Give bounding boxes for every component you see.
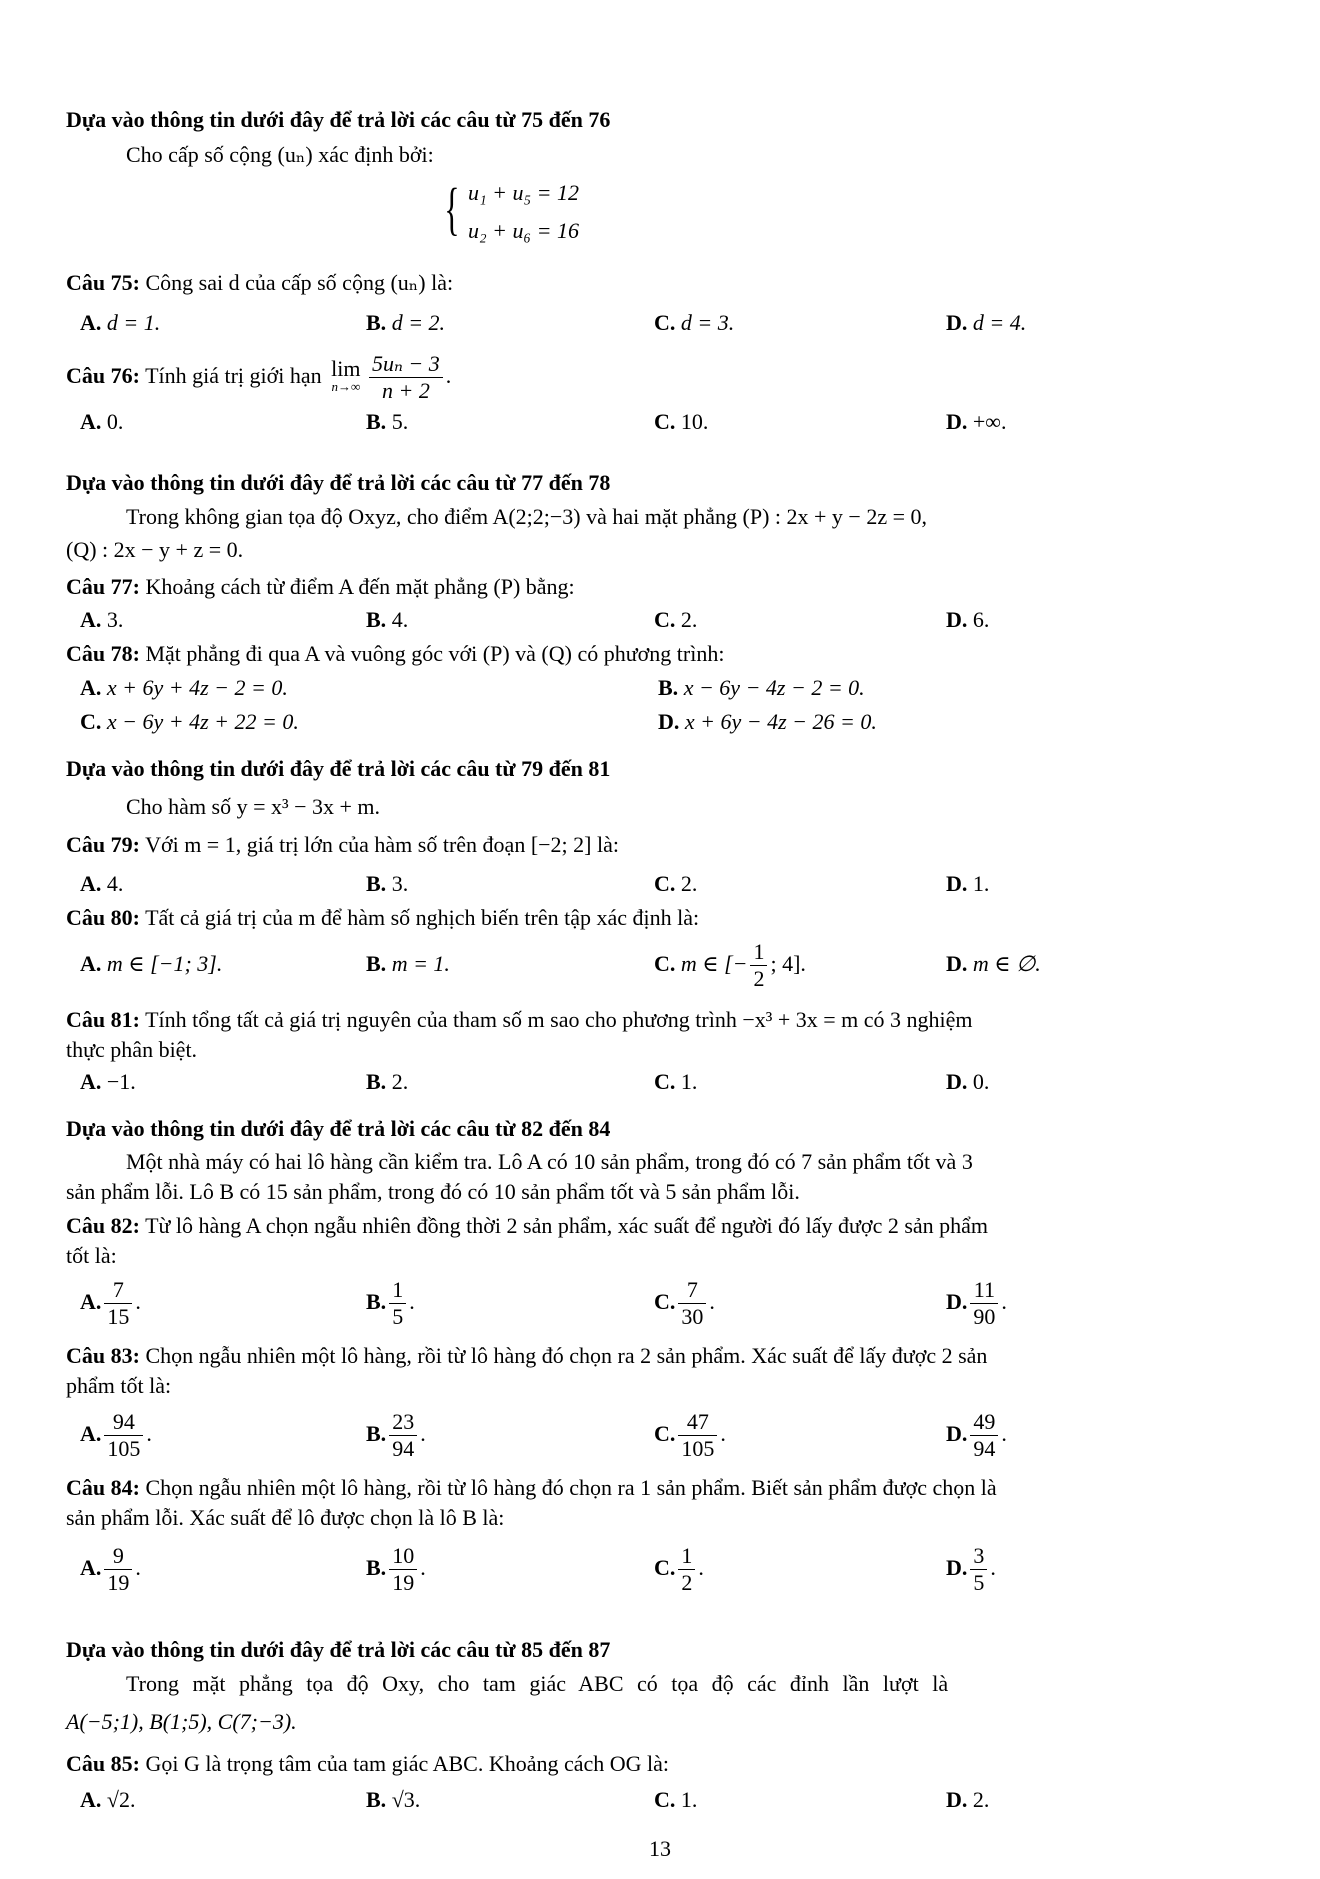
equation-system [446, 176, 626, 248]
question-label: Câu 84: [66, 1475, 140, 1500]
question-label: Câu 85: [66, 1751, 140, 1776]
option-fraction [678, 1277, 706, 1330]
option-label: D. [946, 310, 968, 335]
fraction-numerator: 3 [970, 1543, 987, 1570]
option-c[interactable] [654, 309, 734, 337]
option-b[interactable] [366, 408, 408, 436]
context-text: Trong không gian tọa độ Oxyz, cho điểm A(2;2;−3) và hai mặt phẳng (P) : 2x + y − 2z = 0, [126, 504, 927, 529]
context-text: Một nhà máy có hai lô hàng cần kiểm tra. Lô A có 10 sản phẩm, trong đó có 7 sản phẩm tốt và 3 [126, 1149, 973, 1174]
context-text: A(−5;1), B(1;5), C(7;−3). [66, 1709, 297, 1734]
option-fraction [678, 1409, 717, 1462]
option-label: A. [80, 607, 102, 632]
option-label: A. [80, 675, 102, 700]
section-header: Dựa vào thông tin dưới đây để trả lời các câu từ 79 đến 81 [66, 756, 611, 781]
option-text: +∞. [972, 409, 1007, 434]
option-d[interactable] [946, 1068, 989, 1096]
option-text: d = 4. [972, 310, 1027, 335]
option-label: D. [946, 1421, 968, 1446]
option-label: A. [80, 1421, 102, 1446]
fraction-numerator: 9 [104, 1543, 132, 1570]
option-b[interactable] [366, 309, 445, 337]
question-75 [66, 269, 453, 297]
option-label: A. [80, 1289, 102, 1314]
option-label: D. [946, 1289, 968, 1314]
question-label: Câu 81: [66, 1007, 140, 1032]
option-text: √3. [391, 1787, 421, 1812]
fraction-denominator: 94 [973, 1436, 996, 1462]
option-label: C. [654, 607, 676, 632]
option-text: ; 4]. [770, 951, 806, 976]
option-fraction [389, 1277, 406, 1330]
option-label: D. [946, 1787, 968, 1812]
option-label: B. [658, 675, 679, 700]
option-a[interactable]: A. $\frac{7}{15}$ . [80, 1277, 141, 1330]
fraction-numerator: 7 [678, 1277, 706, 1304]
option-c[interactable] [654, 934, 806, 994]
option-c[interactable] [654, 606, 697, 634]
option-b[interactable]: B. $\frac{23}{94}$ . [366, 1409, 426, 1462]
question-79 [66, 831, 619, 859]
option-label: C. [654, 951, 676, 976]
fraction-numerator: 49 [970, 1409, 998, 1436]
fraction-denominator: 5 [973, 1570, 985, 1596]
option-text: 10. [680, 409, 709, 434]
option-text: x − 6y + 4z + 22 = 0. [106, 709, 299, 734]
fraction-denominator: 5 [392, 1304, 404, 1330]
option-a[interactable] [80, 870, 123, 898]
option-label: C. [654, 1069, 676, 1094]
question-label: Câu 76: [66, 363, 140, 388]
fraction-denominator: 105 [107, 1436, 141, 1462]
option-text: m ∈ ∅. [972, 951, 1041, 976]
option-fraction [104, 1543, 132, 1596]
question-text: Chọn ngẫu nhiên một lô hàng, rồi từ lô hàng đó chọn ra 2 sản phẩm. Xác suất để lấy được 2 sản [145, 1343, 988, 1368]
option-label: C. [654, 310, 676, 335]
option-text: 2. [680, 607, 698, 632]
option-text: x − 6y − 4z − 2 = 0. [683, 675, 865, 700]
option-label: B. [366, 310, 387, 335]
option-d[interactable]: D. $\frac{11}{90}$ . [946, 1277, 1007, 1330]
option-a[interactable] [80, 674, 288, 702]
option-b[interactable] [366, 1786, 420, 1814]
question-label: Câu 75: [66, 270, 140, 295]
option-fraction [970, 1409, 998, 1462]
question-label: Câu 83: [66, 1343, 140, 1368]
fraction-numerator: 94 [104, 1409, 143, 1436]
option-label: A. [80, 310, 102, 335]
option-text: √2. [106, 1787, 136, 1812]
option-b[interactable] [366, 950, 450, 978]
question-77 [66, 573, 575, 601]
fraction-denominator: 105 [681, 1436, 715, 1462]
option-c[interactable]: C. $\frac{47}{105}$ . [654, 1409, 726, 1462]
fraction-numerator: 1 [678, 1543, 695, 1570]
fraction-numerator: 11 [970, 1277, 998, 1304]
option-text: 2. [680, 871, 698, 896]
option-c[interactable] [654, 408, 708, 436]
option-label: A. [80, 1069, 102, 1094]
fraction-denominator: 90 [973, 1304, 996, 1330]
option-d[interactable] [946, 309, 1026, 337]
option-fraction [678, 1543, 695, 1596]
fraction-denominator: 19 [107, 1570, 130, 1596]
option-label: B. [366, 1787, 387, 1812]
equation-line: u₁ + u₅ = 12 [468, 180, 579, 205]
page-number: 13 [649, 1836, 671, 1861]
option-text: 3. [106, 607, 124, 632]
option-text: 0. [106, 409, 124, 434]
question-label: Câu 79: [66, 832, 140, 857]
fraction-numerator: 1 [750, 939, 767, 966]
question-81 [66, 1006, 973, 1034]
option-label: C. [654, 871, 676, 896]
option-text: d = 1. [106, 310, 161, 335]
question-text: Với m = 1, giá trị lớn của hàm số trên đoạn [−2; 2] là: [145, 832, 619, 857]
option-fraction [104, 1409, 143, 1462]
question-78 [66, 640, 724, 668]
question-83 [66, 1342, 987, 1370]
option-b[interactable] [366, 1068, 408, 1096]
fraction-numerator: 5uₙ − 3 [369, 351, 443, 378]
option-label: A. [80, 951, 102, 976]
option-a[interactable] [80, 1786, 135, 1814]
fraction-numerator: 1 [389, 1277, 406, 1304]
fraction-numerator: 7 [104, 1277, 132, 1304]
option-text: 2. [972, 1787, 990, 1812]
option-c[interactable]: C. $\frac{7}{30}$ . [654, 1277, 715, 1330]
option-d[interactable] [658, 708, 877, 736]
option-text: 4. [106, 871, 124, 896]
fraction-numerator: 47 [678, 1409, 717, 1436]
option-label: C. [654, 1421, 676, 1446]
option-text: 5. [391, 409, 409, 434]
question-text: Khoảng cách từ điểm A đến mặt phẳng (P) bằng: [145, 574, 575, 599]
question-text: Gọi G là trọng tâm của tam giác ABC. Khoảng cách OG là: [145, 1751, 670, 1776]
option-c[interactable] [80, 708, 299, 736]
section-header: Dựa vào thông tin dưới đây để trả lời các câu từ 77 đến 78 [66, 470, 611, 495]
option-text: −1. [106, 1069, 136, 1094]
option-label: A. [80, 871, 102, 896]
option-d[interactable] [946, 950, 1041, 978]
option-b[interactable]: B. $\frac{1}{5}$ . [366, 1277, 415, 1330]
option-d[interactable] [946, 1786, 989, 1814]
question-text: Tất cả giá trị của m để hàm số nghịch biến trên tập xác định là: [145, 905, 700, 930]
question-82 [66, 1212, 988, 1240]
limit-fraction [369, 351, 443, 404]
option-text: m ∈ [− [680, 951, 748, 976]
option-label: A. [80, 1787, 102, 1812]
option-c[interactable] [654, 1068, 697, 1096]
question-text: Tính tổng tất cả giá trị nguyên của tham số m sao cho phương trình −x³ + 3x = m có 3 nghiệm [145, 1007, 973, 1032]
option-b[interactable]: B. $\frac{10}{19}$ . [366, 1543, 426, 1596]
option-text: m ∈ [−1; 3]. [106, 951, 223, 976]
option-label: B. [366, 1069, 387, 1094]
option-fraction [389, 1409, 417, 1462]
option-label: B. [366, 951, 387, 976]
option-label: A. [80, 409, 102, 434]
option-b[interactable] [366, 870, 408, 898]
option-a[interactable] [80, 606, 123, 634]
option-c[interactable] [654, 870, 697, 898]
option-text: 0. [972, 1069, 990, 1094]
question-text-continued: thực phân biệt. [66, 1037, 198, 1062]
option-a[interactable] [80, 408, 123, 436]
option-text: m = 1. [391, 951, 450, 976]
option-label: C. [654, 409, 676, 434]
question-text: Tính giá trị giới hạn [145, 363, 322, 388]
option-text: d = 2. [391, 310, 446, 335]
option-label: C. [654, 1787, 676, 1812]
option-label: D. [946, 607, 968, 632]
option-label: D. [946, 409, 968, 434]
brace-icon: { [444, 176, 460, 241]
option-label: B. [366, 607, 387, 632]
option-d[interactable] [946, 870, 989, 898]
option-label: D. [658, 709, 680, 734]
fraction-denominator: 15 [107, 1304, 130, 1330]
option-c[interactable] [654, 1786, 697, 1814]
option-a[interactable] [80, 309, 160, 337]
option-fraction [389, 1543, 417, 1596]
context-text: (Q) : 2x − y + z = 0. [66, 537, 244, 562]
option-text: x + 6y − 4z − 26 = 0. [684, 709, 877, 734]
question-text: Từ lô hàng A chọn ngẫu nhiên đồng thời 2 sản phẩm, xác suất để người đó lấy được 2 sản phẩm [145, 1213, 989, 1238]
question-84 [66, 1474, 997, 1502]
section-header: Dựa vào thông tin dưới đây để trả lời các câu từ 85 đến 87 [66, 1637, 611, 1662]
option-text: 1. [680, 1787, 698, 1812]
option-text: x + 6y + 4z − 2 = 0. [106, 675, 288, 700]
option-label: B. [366, 409, 387, 434]
intro-text: Cho hàm số y = x³ − 3x + m. [126, 794, 381, 819]
question-label: Câu 78: [66, 641, 140, 666]
fraction-denominator: n + 2 [381, 378, 430, 404]
option-text: 1. [972, 871, 990, 896]
option-label: D. [946, 951, 968, 976]
section-header: Dựa vào thông tin dưới đây để trả lời các câu từ 75 đến 76 [66, 107, 611, 132]
section-header: Dựa vào thông tin dưới đây để trả lời các câu từ 82 đến 84 [66, 1116, 611, 1141]
intro-text: Cho cấp số cộng (uₙ) xác định bởi: [126, 142, 434, 167]
option-fraction [970, 1543, 987, 1596]
option-fraction [750, 939, 767, 992]
option-a[interactable]: A. $\frac{94}{105}$ . [80, 1409, 152, 1462]
fraction-denominator: 19 [392, 1570, 415, 1596]
option-d[interactable] [946, 606, 989, 634]
option-label: B. [366, 1555, 387, 1580]
question-text: Công sai d của cấp số cộng (uₙ) là: [145, 270, 454, 295]
option-text: 2. [391, 1069, 409, 1094]
option-c[interactable]: C. $\frac{1}{2}$ . [654, 1543, 704, 1596]
question-text: Chọn ngẫu nhiên một lô hàng, rồi từ lô hàng đó chọn ra 1 sản phẩm. Biết sản phẩm được chọn là [145, 1475, 997, 1500]
question-80 [66, 904, 699, 932]
fraction-denominator: 30 [681, 1304, 704, 1330]
fraction-denominator: 2 [753, 966, 765, 992]
question-label: Câu 80: [66, 905, 140, 930]
option-text: 6. [972, 607, 990, 632]
option-fraction [970, 1277, 998, 1330]
option-d[interactable]: D. $\frac{3}{5}$ . [946, 1543, 996, 1596]
option-d[interactable]: D. $\frac{49}{94}$ . [946, 1409, 1007, 1462]
option-label: B. [366, 1421, 387, 1446]
fraction-numerator: 10 [389, 1543, 417, 1570]
question-text-continued: phẩm tốt là: [66, 1373, 172, 1398]
option-label: D. [946, 871, 968, 896]
fraction-numerator: 23 [389, 1409, 417, 1436]
option-a[interactable] [80, 950, 222, 978]
fraction-denominator: 2 [681, 1570, 693, 1596]
option-label: D. [946, 1069, 968, 1094]
question-label: Câu 82: [66, 1213, 140, 1238]
limit-subscript: n→∞ [331, 378, 361, 394]
option-text: 4. [391, 607, 409, 632]
question-text-continued: tốt là: [66, 1243, 117, 1268]
option-label: C. [654, 1555, 676, 1580]
question-text-continued: sản phẩm lỗi. Xác suất để lô được chọn là lô B là: [66, 1505, 505, 1530]
option-b[interactable] [366, 606, 408, 634]
option-label: D. [946, 1555, 968, 1580]
option-label: A. [80, 1555, 102, 1580]
option-a[interactable] [80, 1068, 136, 1096]
fraction-denominator: 94 [392, 1436, 415, 1462]
option-text: 1. [680, 1069, 698, 1094]
option-a[interactable]: A. $\frac{9}{19}$ . [80, 1543, 141, 1596]
option-fraction [104, 1277, 132, 1330]
option-label: B. [366, 871, 387, 896]
option-d[interactable] [946, 408, 1006, 436]
question-85 [66, 1750, 669, 1778]
option-label: C. [80, 709, 102, 734]
context-text: Trong mặt phẳng tọa độ Oxy, cho tam giác ABC có tọa độ các đỉnh lần lượt là [126, 1671, 949, 1696]
limit-operator [331, 355, 361, 396]
equation-line: u₂ + u₆ = 16 [468, 218, 579, 243]
question-text: Mặt phẳng đi qua A và vuông góc với (P) và (Q) có phương trình: [145, 641, 725, 666]
option-text: d = 3. [680, 310, 735, 335]
question-label: Câu 77: [66, 574, 140, 599]
question-76: Câu 76: Tính giá trị giới hạn lim n→∞ $\frac{\text{5uₙ − 3}}{n + 2}$ . [66, 351, 452, 404]
option-text: 3. [391, 871, 409, 896]
option-b[interactable] [658, 674, 865, 702]
context-text: sản phẩm lỗi. Lô B có 15 sản phẩm, trong đó có 10 sản phẩm tốt và 5 sản phẩm lỗi. [66, 1179, 800, 1204]
option-label: B. [366, 1289, 387, 1314]
limit-text: lim [331, 355, 361, 381]
option-label: C. [654, 1289, 676, 1314]
